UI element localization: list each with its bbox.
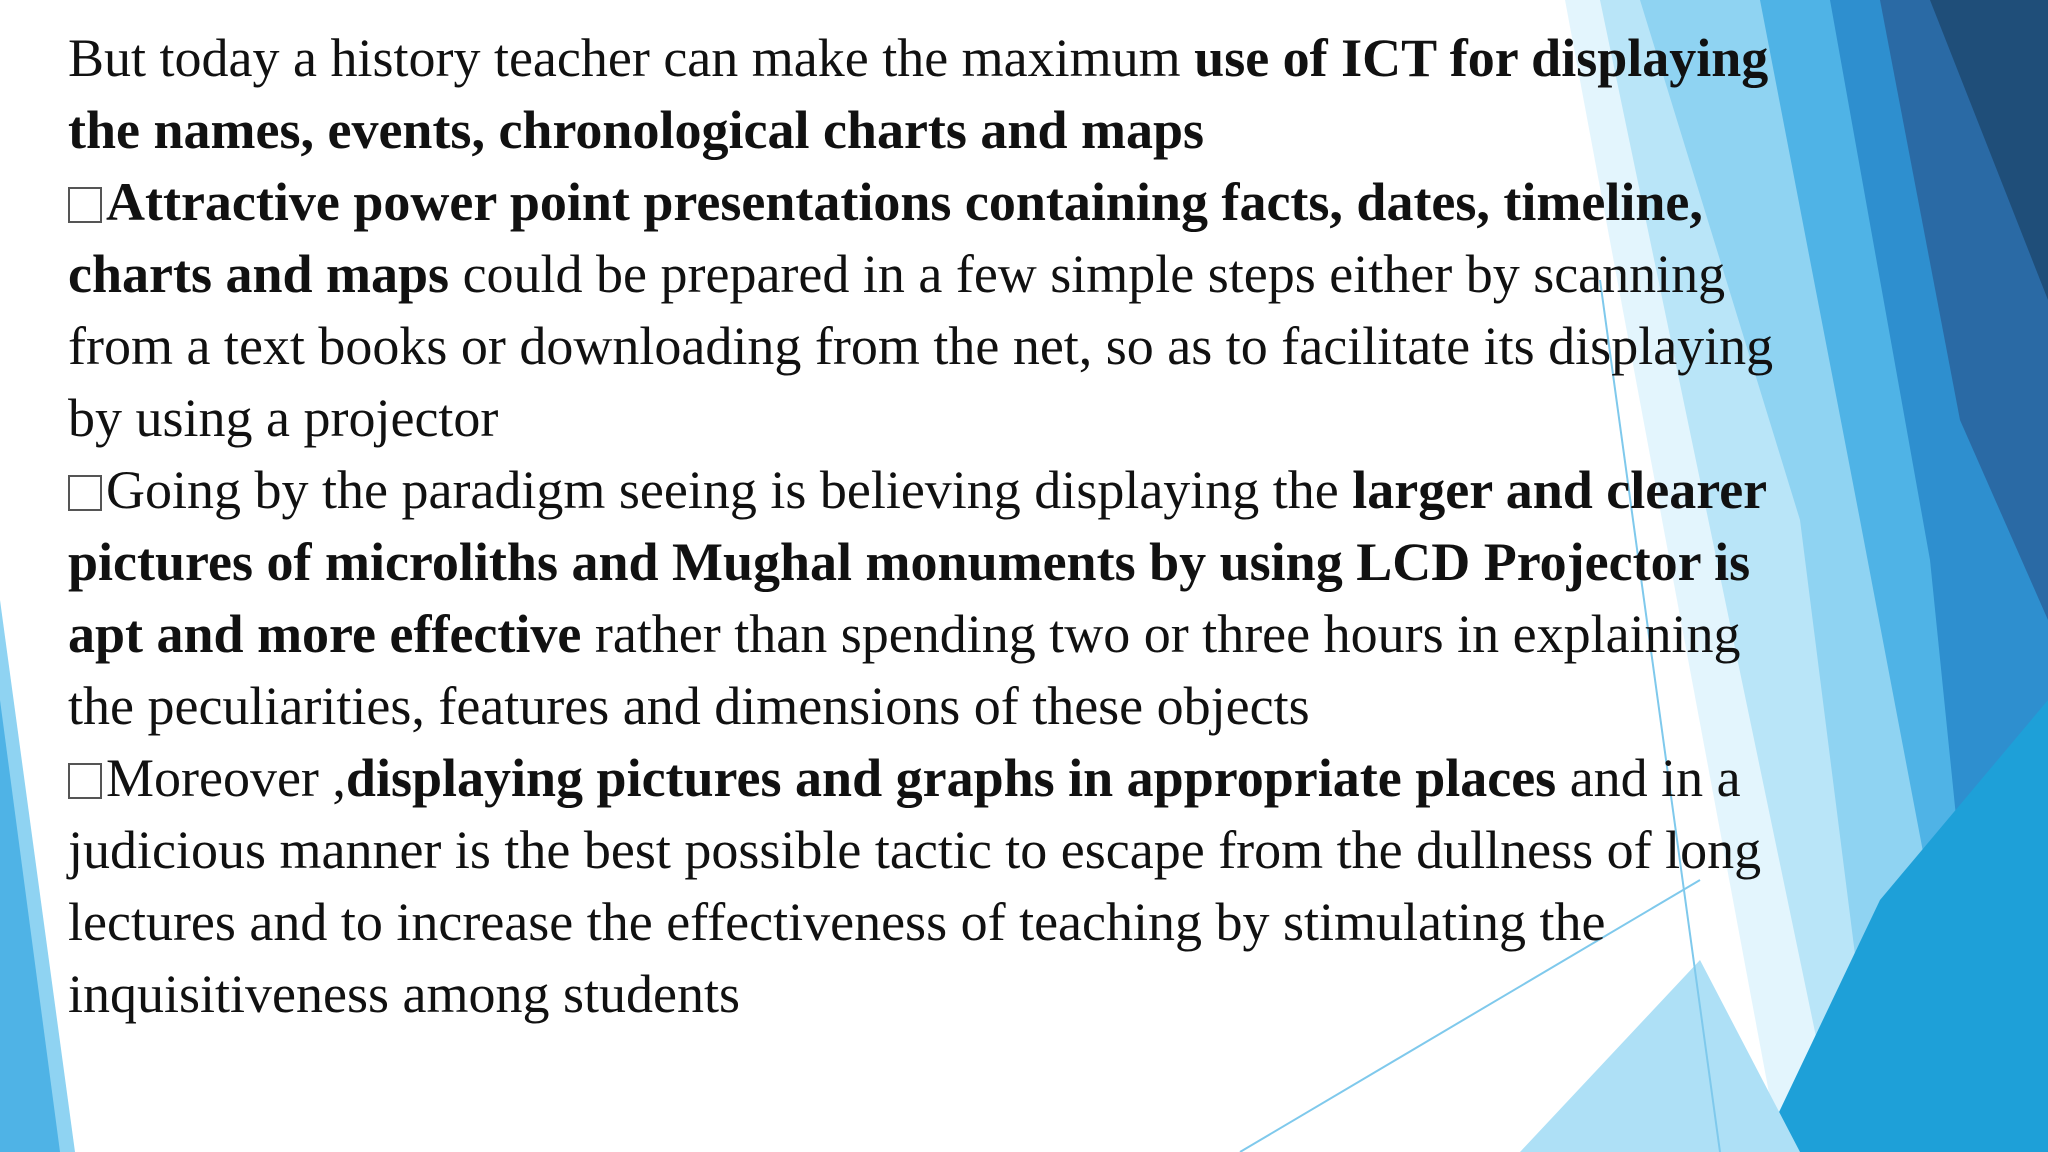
bullet-box-icon [68,187,102,223]
paragraph-bullet-paradigm [68,598,1988,670]
paragraph-bullet-paradigm [68,454,1988,526]
text-run-bold: apt and more effective [68,604,582,664]
text-run: could be prepared in a few simple steps either by scanning [449,244,1726,304]
text-run-bold: displaying pictures and graphs in appropriate places [345,748,1557,808]
text-run-bold: use of ICT for displaying [1194,28,1769,88]
text-run: from a text books or downloading from the net, so as to facilitate its displaying [68,316,1774,376]
text-run: inquisitiveness among students [68,964,740,1024]
text-run: by using a projector [68,388,499,448]
text-run: Going by the paradigm seeing is believing displaying the [106,460,1353,520]
paragraph-bullet-paradigm [68,670,1988,742]
paragraph-intro [68,22,1988,94]
text-run-bold: pictures of microliths and Mughal monuments by using LCD Projector is [68,532,1751,592]
paragraph-bullet-presentations [68,166,1988,238]
slide-text-body [68,22,1988,1030]
text-run: But today a history teacher can make the maximum [68,28,1195,88]
text-run: and in a [1556,748,1741,808]
text-run-bold: Attractive power point presentations containing facts, dates, timeline, [106,172,1703,232]
paragraph-bullet-moreover [68,958,1988,1030]
text-run: judicious manner is the best possible tactic to escape from the dullness of long [68,820,1762,880]
paragraph-bullet-presentations [68,238,1988,310]
text-run: lectures and to increase the effectiveness of teaching by stimulating the [68,892,1606,952]
bullet-box-icon [68,475,102,511]
paragraph-bullet-paradigm [68,526,1988,598]
paragraph-bullet-moreover [68,814,1988,886]
paragraph-bullet-presentations [68,382,1988,454]
paragraph-intro [68,94,1988,166]
text-run: rather than spending two or three hours in explaining [581,604,1741,664]
bullet-box-icon [68,763,102,799]
text-run-bold: larger and clearer [1352,460,1768,520]
paragraph-bullet-presentations [68,310,1988,382]
text-run-bold: the names, events, chronological charts and maps [68,100,1205,160]
text-run: Moreover , [106,748,346,808]
text-run: the peculiarities, features and dimensions of these objects [68,676,1310,736]
paragraph-bullet-moreover [68,886,1988,958]
text-run-bold: charts and maps [68,244,450,304]
paragraph-bullet-moreover [68,742,1988,814]
